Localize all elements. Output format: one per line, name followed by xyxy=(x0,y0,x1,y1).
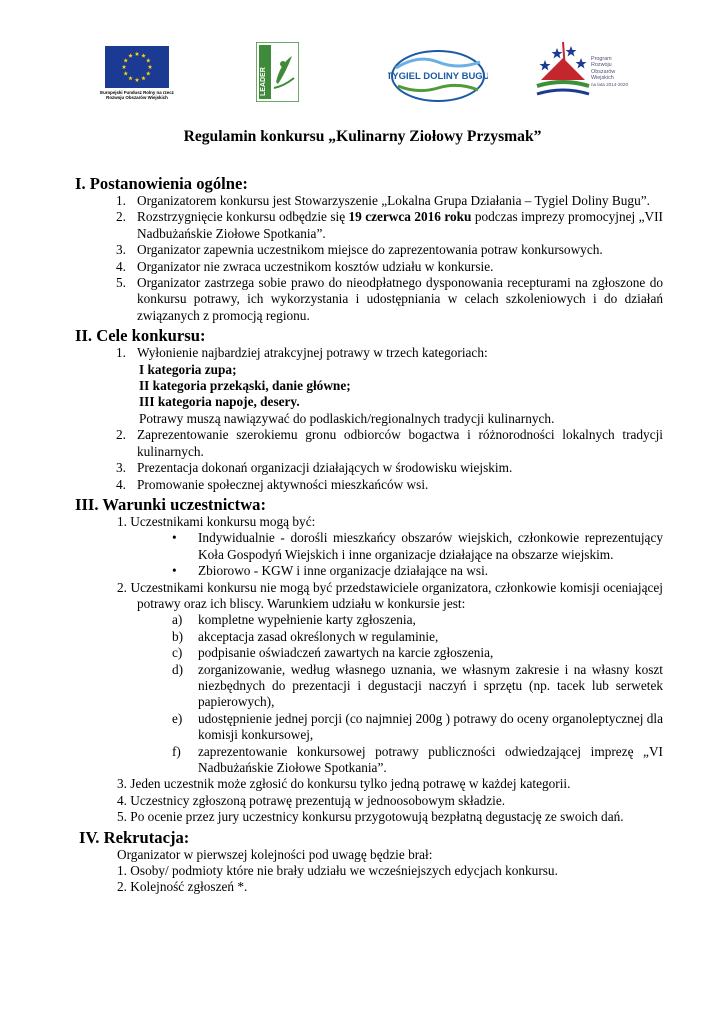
item-text: zorganizowanie, według własnego uznania, we własnym zakresie i na własny koszt niezbędnych do prezentacji i degustacji naczyń i sprzętu (np. tacek lub serwetek papierowych), xyxy=(198,661,663,710)
prow-line: Wiejskich xyxy=(591,75,614,82)
category-note: Potrawy muszą nawiązywać do podlaskich/regionalnych tradycji kulinarnych. xyxy=(139,410,555,426)
list-item: 2. Kolejność zgłoszeń *. xyxy=(117,879,248,895)
letter-item xyxy=(172,710,663,744)
prow-line: na lata 2014-2020 xyxy=(591,81,629,87)
category-item: II kategoria przekąski, danie główne; xyxy=(139,378,351,394)
eu-caption: Europejski Fundusz Rolny na rzecz Rozwoju Obszarów Wiejskich xyxy=(100,90,174,100)
item-number: 4. xyxy=(116,476,126,492)
item-number: 2. xyxy=(116,209,126,225)
list-item: 3. Jeden uczestnik może zgłosić do konkursu tylko jedną potrawę w każdej kategorii. xyxy=(117,776,571,792)
item-text: 2. Uczestnikami konkursu nie mogą być przedstawiciele organizatora, członkowie komisji oceniającej potrawy oraz ich bliscy. Warunkiem udziału w konkursie jest: xyxy=(117,579,663,611)
item-number: 5. xyxy=(116,275,126,291)
item-text: Indywidualnie - dorośli mieszkańcy obszarów wiejskich, członkowie reprezentujący Koła Gospodyń Wiejskich i inne organizacje działające na obszarze wiejskim. xyxy=(198,530,663,562)
tygiel-icon xyxy=(388,48,488,104)
tygiel-doliny-bugu-logo xyxy=(388,48,488,104)
logo-bar xyxy=(0,40,725,110)
list-item: 4. Uczestnicy zgłoszoną potrawę prezentują w jednoosobowym składzie. xyxy=(117,792,506,808)
item-letter: c) xyxy=(172,645,183,661)
item-letter: a) xyxy=(172,612,183,628)
list-item xyxy=(116,476,663,493)
item-number: 1. xyxy=(116,345,126,361)
item-letter: d) xyxy=(172,661,184,677)
leader-logo xyxy=(256,42,299,102)
leader-icon xyxy=(256,42,299,102)
category-item: I kategoria zupa; xyxy=(139,361,237,377)
item-number: 4. xyxy=(116,258,126,274)
item-text: Promowanie społecznej aktywności mieszkańców wsi. xyxy=(137,476,429,492)
bullet-item xyxy=(172,563,663,579)
item-text: Organizator zastrzega sobie prawo do nieodpłatnego dysponowania recepturami na zgłoszone do konkursu potrawy, ich wykorzystania i udostępniania w celach szkoleniowych i do działań związanych z promocją regionu. xyxy=(137,275,663,323)
category-item: III kategoria napoje, desery. xyxy=(139,394,300,410)
item-number: 1. xyxy=(116,193,126,208)
eu-logo xyxy=(98,46,176,102)
list-item xyxy=(116,209,663,242)
list-item xyxy=(116,242,663,258)
prow-line: Program xyxy=(591,56,612,62)
eu-flag-icon xyxy=(105,46,169,88)
section-heading: IV. Rekrutacja: xyxy=(79,827,190,847)
section-heading: III. Warunki uczestnictwa: xyxy=(75,494,266,514)
item-number: 3. xyxy=(116,460,126,476)
list-item: 1. Osoby/ podmioty które nie brały udziału we wcześniejszych edycjach konkursu. xyxy=(117,863,558,879)
item-letter: b) xyxy=(172,628,184,644)
prow-logo xyxy=(535,40,635,106)
item-letter: f) xyxy=(172,743,181,759)
item-text: Prezentacja dokonań organizacji działających w środowisku wiejskim. xyxy=(137,460,513,476)
item-text: kompletne wypełnienie karty zgłoszenia, xyxy=(198,612,416,628)
item-text: akceptacja zasad określonych w regulaminie, xyxy=(198,628,439,644)
item-text: Wyłonienie najbardziej atrakcyjnej potrawy w trzech kategoriach: xyxy=(137,345,488,361)
item-text: Zaprezentowanie szerokiemu gronu odbiorców bogactwa i różnorodności lokalnych tradycji kulinarnych. xyxy=(137,427,663,459)
letter-item xyxy=(172,743,663,777)
svg-text:TYGIEL DOLINY BUGU: TYGIEL DOLINY BUGU xyxy=(388,71,488,82)
item-text: 5. Po ocenie przez jury uczestnicy konkursu przygotowują bezpłatną degustację ze swoich dań. xyxy=(117,809,624,825)
list-item xyxy=(117,580,663,613)
prow-icon xyxy=(535,40,591,106)
list-item xyxy=(116,345,663,361)
item-text: Organizator zapewnia uczestnikom miejsce do zaprezentowania potraw konkursowych. xyxy=(137,242,603,258)
list-item xyxy=(116,275,663,324)
letter-item xyxy=(172,628,663,645)
letter-item xyxy=(172,645,663,661)
bullet-item xyxy=(172,530,663,563)
letter-item xyxy=(172,612,663,628)
item-text: zaprezentowanie konkursowej potrawy publiczności odwiedzającej imprezę „VI Nadbużańskie Ziołowe Spotkania”. xyxy=(198,743,663,775)
prow-line: Obszarów xyxy=(591,68,616,75)
item-text: Organizator nie zwraca uczestnikom kosztów udziału w konkursie. xyxy=(137,258,494,274)
item-number: 2. xyxy=(116,427,126,443)
svg-text:LEADER: LEADER xyxy=(260,67,267,96)
list-item xyxy=(116,460,663,476)
bullet-icon: • xyxy=(172,563,177,579)
list-item xyxy=(116,193,663,209)
item-text: podpisanie oświadczeń zawartych na karcie zgłoszenia, xyxy=(198,645,494,661)
section-intro: Organizator w pierwszej kolejności pod uwagę będzie brał: xyxy=(117,846,433,862)
list-item xyxy=(117,809,663,825)
letter-item xyxy=(172,661,663,711)
document-body xyxy=(0,172,725,896)
prow-line: Rozwoju xyxy=(591,62,612,69)
document-title: Regulamin konkursu „Kulinarny Ziołowy Przysmak” xyxy=(183,128,542,145)
item-text: Zbiorowo - KGW i inne organizacje działające na wsi. xyxy=(198,563,489,579)
item-text: Organizatorem konkursu jest Stowarzyszenie „Lokalna Grupa Działania – Tygiel Doliny Bugu”. xyxy=(137,193,650,208)
item-text: podczas imprezy promocyjnej „VII Nadbużańskie Ziołowe Spotkania”. xyxy=(137,209,663,241)
section-heading: I. Postanowienia ogólne: xyxy=(75,174,248,193)
item-letter: e) xyxy=(172,710,183,726)
item-date: 19 czerwca 2016 roku xyxy=(348,209,472,225)
item-text: udostępnienie jednej porcji (co najmniej 200g ) potrawy do oceny organoleptycznej dla komisji konkursowej, xyxy=(198,710,663,743)
item-text: Rozstrzygnięcie konkursu odbędzie się xyxy=(137,209,349,225)
list-item xyxy=(116,427,663,460)
prow-text xyxy=(591,56,628,88)
bullet-icon: • xyxy=(172,530,177,546)
item-number: 3. xyxy=(116,242,126,258)
list-item: 1. Uczestnikami konkursu mogą być: xyxy=(117,513,316,529)
list-item xyxy=(116,258,663,275)
section-heading: II. Cele konkursu: xyxy=(75,326,206,346)
